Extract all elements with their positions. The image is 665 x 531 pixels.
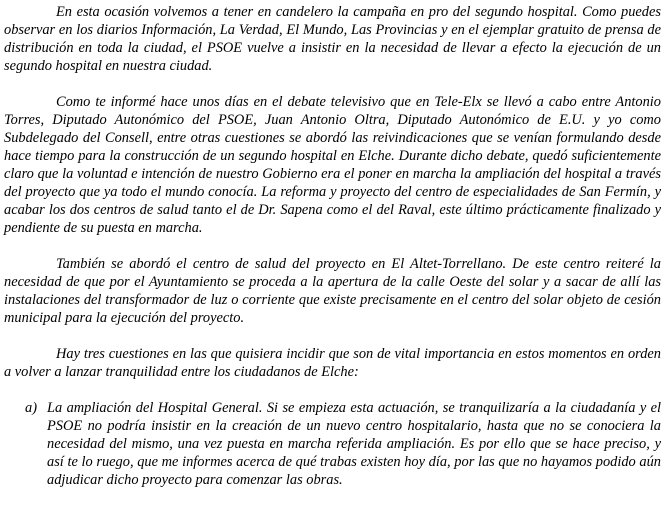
- paragraph-three-issues: Hay tres cuestiones en las que quisiera incidir que son de vital importancia en estos momentos en orden a volver a lanzar tranquilidad entre los ciudadanos de Elche:: [4, 346, 661, 380]
- list-item: [25, 399, 661, 489]
- list-item-text: La ampliación del Hospital General. Si se empieza esta actuación, se tranquilizaría a la ciudadanía y el PSOE no podría insistir en la creación de un nuevo centro hospitalario, hasta que no se conociera la necesidad del mismo, una vez puesta en marcha referida ampliación. Es por ello que se hace preciso, y así te lo ruego, que me informes acerca de qué trabas existen hoy día, por las que no hayamos podido aún adjudicar dicho proyecto para comenzar las obras.: [47, 400, 661, 488]
- list-item-marker: a): [25, 400, 37, 416]
- paragraph-debate: Como te informé hace unos días en el debate televisivo que en Tele-Elx se llevó a cabo entre Antonio Torres, Diputado Autonómico del PSOE, Juan Antonio Oltra, Diputado Autonómico de E.U. y yo como Subdelegado del Consell, entre otras cuestiones se abordó las reivindicaciones que se venían formulando desde hace tiempo para la construcción de un segundo hospital en Elche. Durante dicho debate, quedó suficientemente claro que la voluntad e intención de nuestro Gobierno era el poner en marcha la ampliación del hospital a través del proyecto que ya todo el mundo conocía. La reforma y proyecto del centro de especialidades de San Fermín, y acabar los dos centros de salud tanto el de Dr. Sapena como el del Raval, este último prácticamente finalizado y pendiente de su puesta en marcha.: [4, 94, 661, 236]
- document-body: [4, 3, 661, 489]
- paragraph-intro: En esta ocasión volvemos a tener en candelero la campaña en pro del segundo hospital. Como puedes observar en los diarios Información, La Verdad, El Mundo, Las Provincias y en el ejemplar gratuito de prensa de distribución en toda la ciudad, el PSOE vuelve a insistir en la necesidad de llevar a efecto la ejecución de un segundo hospital en nuestra ciudad.: [4, 4, 661, 74]
- paragraph-altet-torrellano: También se abordó el centro de salud del proyecto en El Altet-Torrellano. De este centro reiteré la necesidad de que por el Ayuntamiento se proceda a la apertura de la calle Oeste del solar y a sacar de allí las instalaciones del transformador de luz o corriente que existe precisamente en el centro del solar objeto de cesión municipal para la ejecución del proyecto.: [4, 256, 661, 326]
- issues-list: [4, 399, 661, 489]
